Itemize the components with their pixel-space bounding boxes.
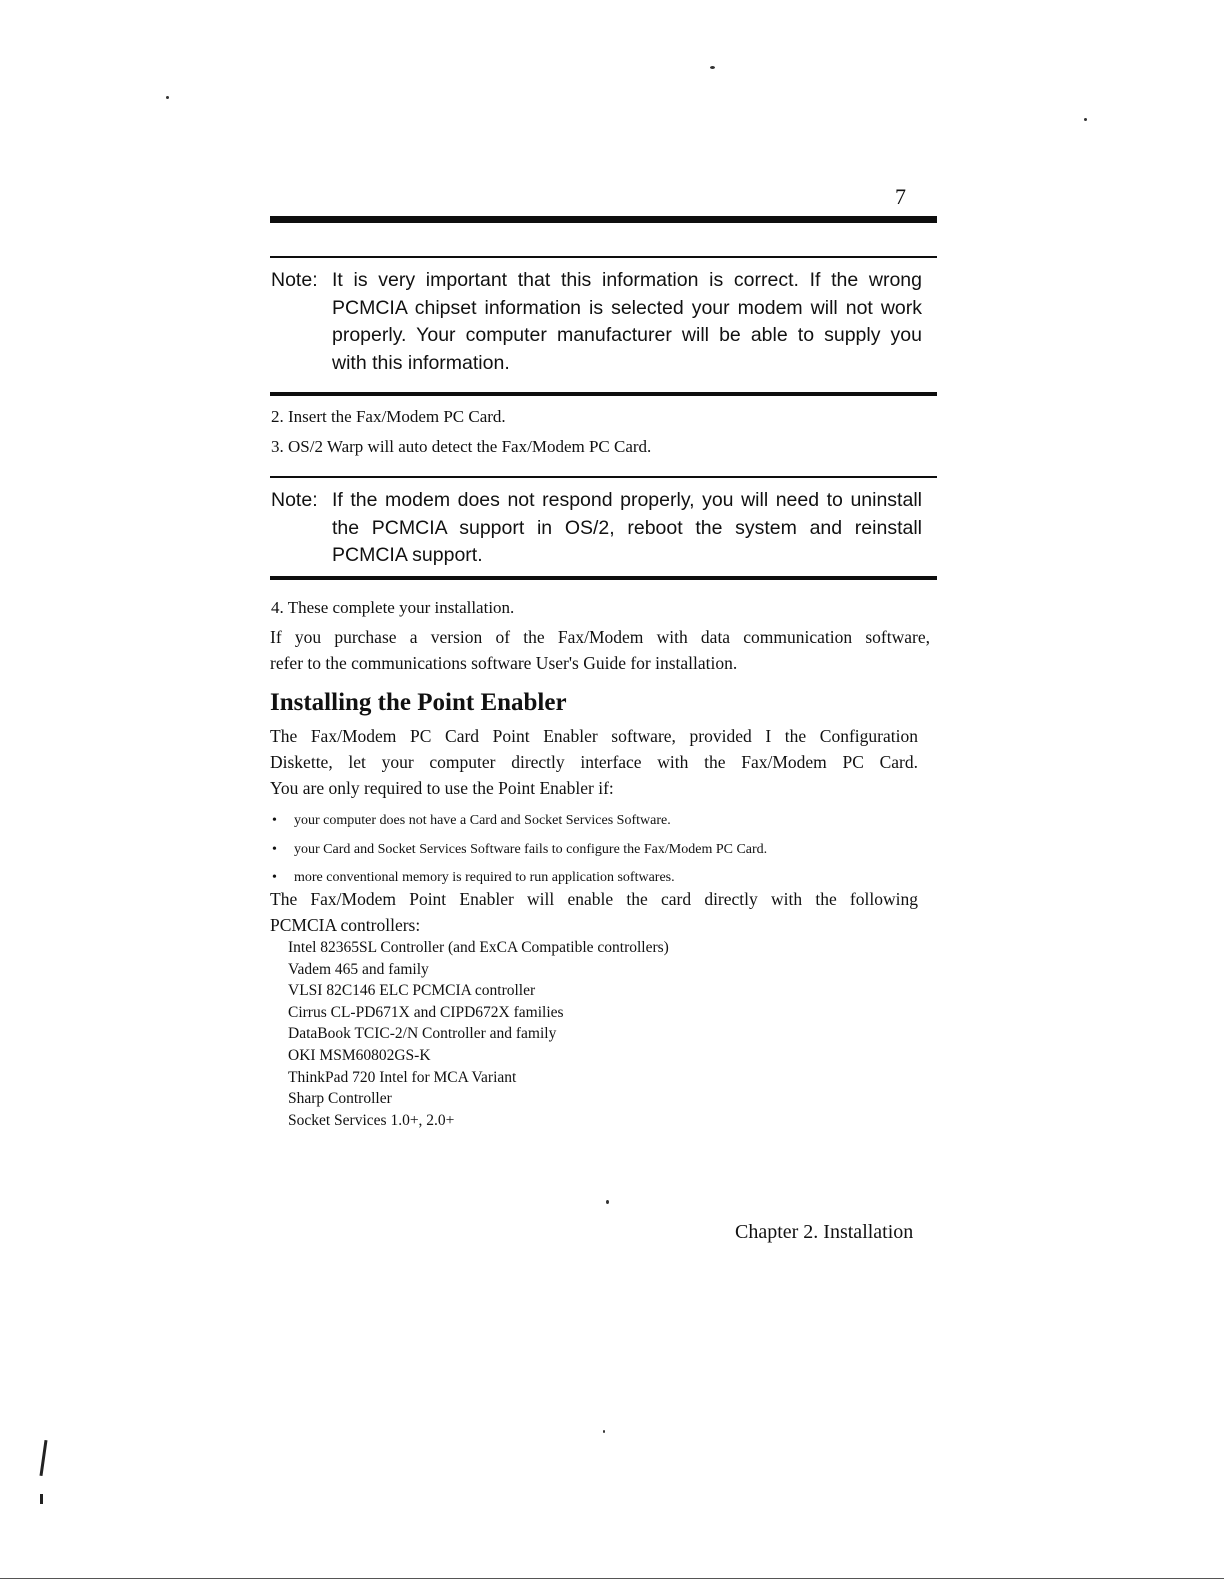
- controller-item: DataBook TCIC-2/N Controller and family: [288, 1025, 557, 1043]
- controller-item: Sharp Controller: [288, 1090, 392, 1108]
- controller-item: OKI MSM60802GS-K: [288, 1046, 431, 1064]
- scan-speck: [166, 96, 169, 99]
- scan-mark: [40, 1494, 43, 1504]
- scan-speck: [1084, 118, 1087, 121]
- note-line: PCMCIA chipset information is selected your modem will not work: [332, 296, 922, 319]
- note-body: [332, 267, 922, 377]
- paragraph-line: refer to the communications software User's Guide for installation.: [270, 653, 738, 673]
- note-body: [332, 487, 922, 570]
- controller-item: ThinkPad 720 Intel for MCA Variant: [288, 1068, 517, 1086]
- scan-speck: [603, 1430, 605, 1433]
- note-line: the PCMCIA support in OS/2, reboot the system and reinstall: [332, 516, 922, 539]
- note2-top-rule: [270, 476, 937, 478]
- paragraph-line: Diskette, let your computer directly interface with the Fax/Modem PC Card.: [270, 752, 918, 772]
- note-uninstall: [271, 487, 931, 571]
- note-line: properly. Your computer manufacturer will be able to supply you: [332, 324, 922, 346]
- bullet-icon: •: [272, 841, 277, 857]
- note-label: Note:: [271, 489, 318, 511]
- note-important: [271, 267, 931, 379]
- note-line: If the modem does not respond properly, you will need to uninstall: [332, 489, 922, 511]
- list-item-text: your computer does not have a Card and Socket Services Software.: [294, 813, 671, 828]
- controller-item: Cirrus CL-PD671X and CIPD672X families: [288, 1003, 564, 1021]
- controller-item: VLSI 82C146 ELC PCMCIA controller: [288, 982, 536, 1000]
- header-rule: [270, 216, 937, 223]
- note-line: PCMCIA support.: [332, 544, 483, 566]
- controller-list: [288, 937, 669, 1131]
- scan-speck: [710, 66, 715, 69]
- bottom-edge-line: [0, 1578, 1224, 1579]
- scan-mark: [40, 1440, 48, 1476]
- paragraph-line: The Fax/Modem Point Enabler will enable the card directly with the following: [270, 889, 918, 909]
- bullet-icon: •: [272, 870, 277, 885]
- paragraph-line: PCMCIA controllers:: [270, 915, 421, 935]
- paragraph-line: The Fax/Modem PC Card Point Enabler software, provided I the Configuration: [270, 726, 918, 746]
- section-heading: Installing the Point Enabler: [270, 689, 567, 716]
- bullet-icon: •: [272, 813, 277, 828]
- note1-top-rule: [270, 256, 937, 258]
- intro-paragraph: [270, 723, 918, 801]
- controller-item: Vadem 465 and family: [288, 960, 429, 978]
- note-line: It is very important that this information is correct. If the wrong: [332, 269, 922, 291]
- chapter-footer: Chapter 2. Installation: [735, 1221, 914, 1243]
- page-number: 7: [895, 184, 906, 209]
- note2-bottom-rule: [270, 576, 937, 580]
- purchase-paragraph: [270, 624, 930, 676]
- controller-item: Socket Services 1.0+, 2.0+: [288, 1111, 455, 1129]
- enable-paragraph: [270, 886, 918, 938]
- list-item: [272, 807, 767, 836]
- scan-speck: [606, 1200, 609, 1204]
- requirement-list: [272, 807, 767, 893]
- step-insert-card: 2. Insert the Fax/Modem PC Card.: [271, 407, 506, 426]
- step-auto-detect: 3. OS/2 Warp will auto detect the Fax/Modem PC Card.: [271, 437, 652, 456]
- list-item-text: more conventional memory is required to run application softwares.: [294, 870, 675, 885]
- note-label: Note:: [271, 269, 318, 291]
- list-item: [272, 836, 767, 865]
- controller-item: Intel 82365SL Controller (and ExCA Compatible controllers): [288, 939, 669, 956]
- step-complete: 4. These complete your installation.: [271, 598, 515, 617]
- paragraph-line: You are only required to use the Point Enabler if:: [270, 778, 614, 798]
- list-item-text: your Card and Socket Services Software fails to configure the Fax/Modem PC Card.: [294, 841, 768, 857]
- paragraph-line: If you purchase a version of the Fax/Modem with data communication software,: [270, 627, 930, 647]
- note1-bottom-rule: [270, 392, 937, 396]
- note-line: with this information.: [332, 351, 510, 374]
